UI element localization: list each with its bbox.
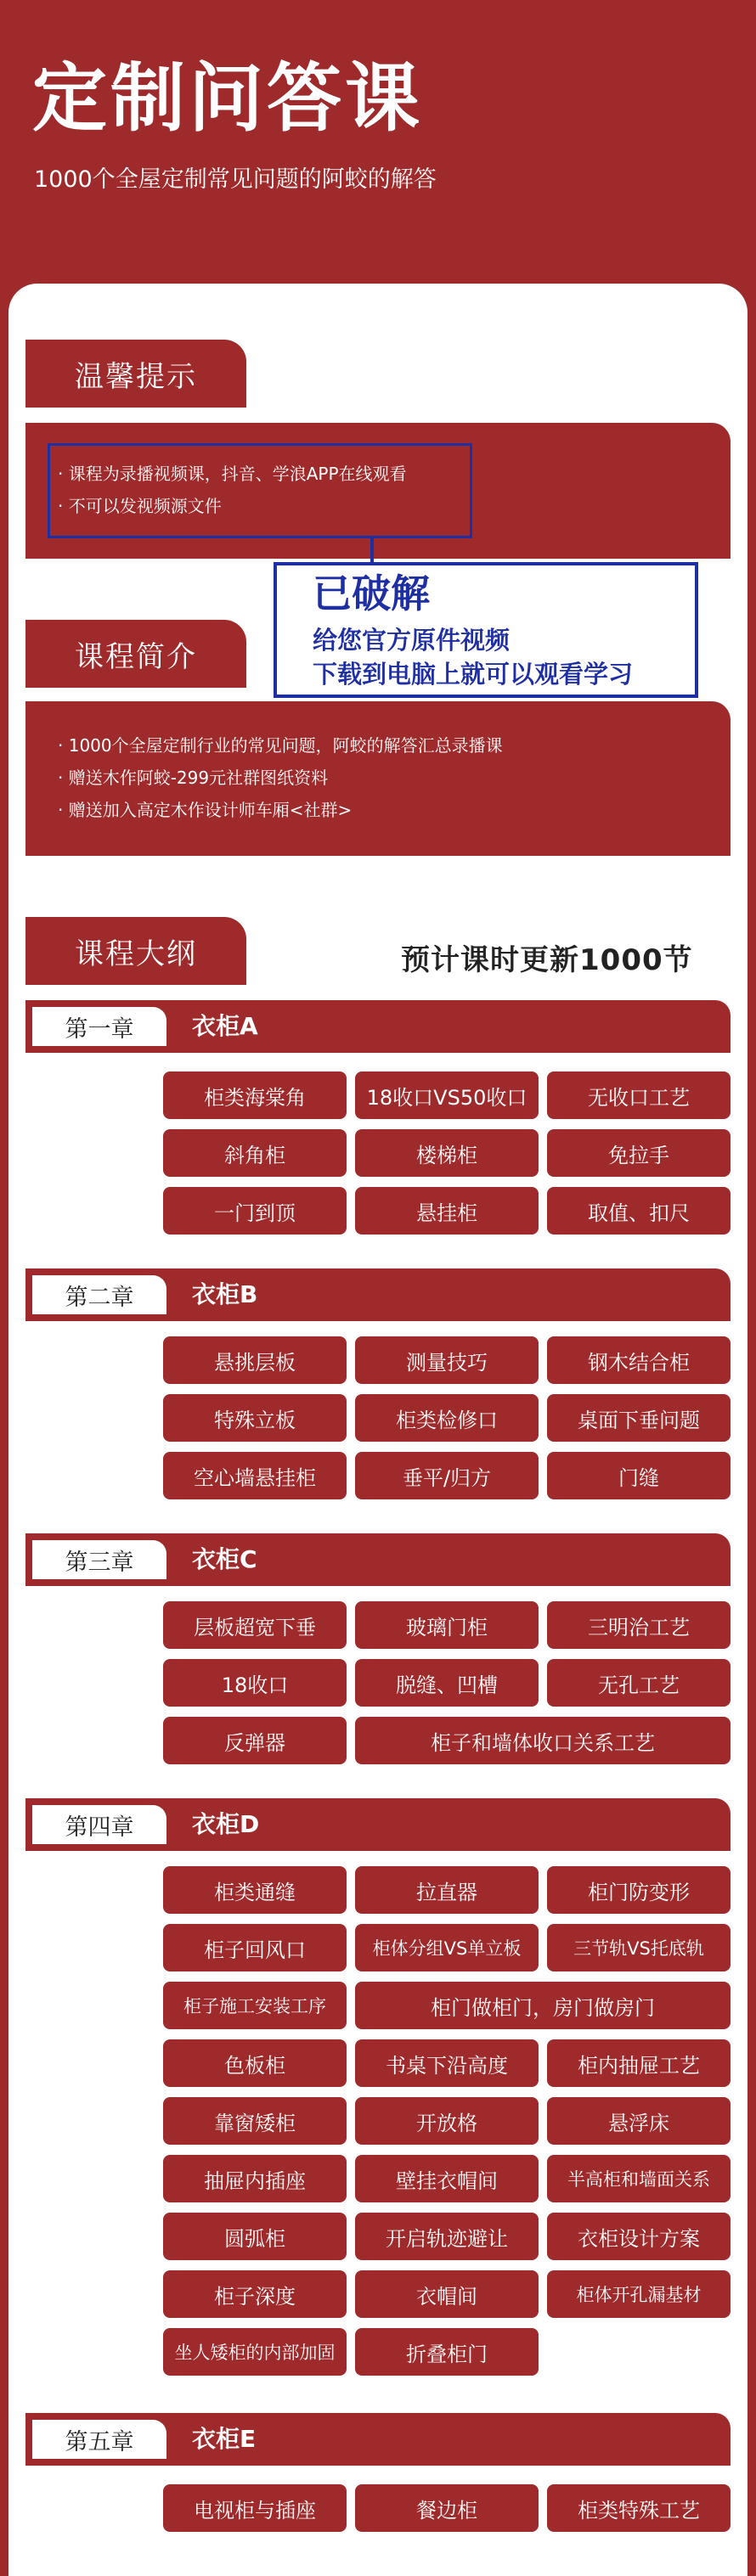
lesson-tag[interactable]: 柜门防变形 <box>547 1866 731 1914</box>
lesson-tag[interactable]: 柜子施工安装工序 <box>163 1982 347 2029</box>
lesson-tag[interactable]: 壁挂衣帽间 <box>355 2155 539 2202</box>
lesson-tag[interactable]: 坐人矮柜的内部加固 <box>163 2328 347 2376</box>
chapter-label: 第一章 <box>32 1007 166 1046</box>
lesson-tag[interactable]: 柜类检修口 <box>355 1394 539 1442</box>
chapter-label: 第五章 <box>32 2420 166 2459</box>
chapter-bar-4 <box>25 1798 731 1851</box>
lesson-tag[interactable]: 门缝 <box>547 1452 731 1499</box>
page-subtitle: 1000个全屋定制常见问题的阿蛟的解答 <box>34 166 437 193</box>
lesson-tag[interactable]: 脱缝、凹槽 <box>355 1659 539 1707</box>
chapter-bar-3 <box>25 1533 731 1586</box>
tips-line-2: · 不可以发视频源文件 <box>58 496 222 516</box>
lesson-tag[interactable]: 柜类特殊工艺 <box>547 2484 731 2532</box>
cracked-line-1: 给您官方原件视频 <box>313 626 511 655</box>
lesson-tag[interactable]: 开放格 <box>355 2097 539 2145</box>
lesson-tag[interactable]: 柜类通缝 <box>163 1866 347 1914</box>
lesson-tag[interactable]: 餐边柜 <box>355 2484 539 2532</box>
lesson-tag[interactable]: 柜内抽屉工艺 <box>547 2039 731 2087</box>
lesson-tag[interactable]: 三明治工艺 <box>547 1601 731 1649</box>
intro-box <box>25 701 731 856</box>
lesson-tag[interactable]: 层板超宽下垂 <box>163 1601 347 1649</box>
lesson-tag[interactable]: 玻璃门柜 <box>355 1601 539 1649</box>
cracked-notice <box>274 562 698 698</box>
lesson-tag[interactable]: 折叠柜门 <box>355 2328 539 2376</box>
lesson-tag[interactable]: 无孔工艺 <box>547 1659 731 1707</box>
lesson-tag[interactable]: 衣柜设计方案 <box>547 2213 731 2260</box>
tips-highlight-frame <box>48 443 472 538</box>
update-note: 预计课时更新1000节 <box>401 943 693 977</box>
intro-line-1: · 1000个全屋定制行业的常见问题，阿蛟的解答汇总录播课 <box>58 735 503 756</box>
lesson-tag[interactable]: 三节轨VS托底轨 <box>547 1924 731 1971</box>
lesson-tag[interactable]: 半高柜和墙面关系 <box>547 2155 731 2202</box>
lesson-tag[interactable]: 斜角柜 <box>163 1129 347 1177</box>
chapter-name: 衣柜A <box>192 1012 258 1040</box>
outline-heading: 课程大纲 <box>25 917 246 985</box>
lesson-tag[interactable]: 悬挑层板 <box>163 1336 347 1384</box>
lesson-tag[interactable]: 柜子深度 <box>163 2270 347 2318</box>
lesson-tag[interactable]: 色板柜 <box>163 2039 347 2087</box>
lesson-tag[interactable]: 柜体分组VS单立板 <box>355 1924 539 1971</box>
intro-line-3: · 赠送加入高定木作设计师车厢<社群> <box>58 800 353 820</box>
chapter-name: 衣柜B <box>192 1280 258 1308</box>
lesson-tag[interactable]: 柜门做柜门，房门做房门 <box>355 1982 731 2029</box>
intro-line-2: · 赠送木作阿蛟-299元社群图纸资料 <box>58 768 329 788</box>
chapter-label: 第四章 <box>32 1805 166 1844</box>
lesson-tag[interactable]: 特殊立板 <box>163 1394 347 1442</box>
lesson-tag[interactable]: 取值、扣尺 <box>547 1187 731 1235</box>
lesson-tag[interactable]: 悬挂柜 <box>355 1187 539 1235</box>
lesson-tag[interactable]: 无收口工艺 <box>547 1071 731 1119</box>
tips-line-1: · 课程为录播视频课，抖音、学浪APP在线观看 <box>58 464 407 484</box>
lesson-tag[interactable]: 18收口VS50收口 <box>355 1071 539 1119</box>
lesson-tag[interactable]: 悬浮床 <box>547 2097 731 2145</box>
lesson-tag[interactable]: 18收口 <box>163 1659 347 1707</box>
lesson-tag[interactable]: 圆弧柜 <box>163 2213 347 2260</box>
lesson-tag[interactable]: 钢木结合柜 <box>547 1336 731 1384</box>
lesson-tag[interactable]: 免拉手 <box>547 1129 731 1177</box>
page-title: 定制问答课 <box>32 54 424 142</box>
chapter-bar-2 <box>25 1268 731 1321</box>
lesson-tag[interactable]: 柜体开孔漏基材 <box>547 2270 731 2318</box>
header-banner <box>0 0 756 289</box>
lesson-tag[interactable]: 垂平/归方 <box>355 1452 539 1499</box>
chapter-label: 第三章 <box>32 1540 166 1579</box>
chapter-name: 衣柜E <box>192 2425 257 2453</box>
annotation-connector <box>370 537 374 565</box>
lesson-tag[interactable]: 开启轨迹避让 <box>355 2213 539 2260</box>
lesson-tag[interactable]: 柜子和墙体收口关系工艺 <box>355 1717 731 1764</box>
lesson-tag[interactable]: 空心墙悬挂柜 <box>163 1452 347 1499</box>
lesson-tag[interactable]: 衣帽间 <box>355 2270 539 2318</box>
lesson-tag[interactable]: 柜子回风口 <box>163 1924 347 1971</box>
chapter-bar-5 <box>25 2413 731 2466</box>
lesson-tag[interactable]: 一门到顶 <box>163 1187 347 1235</box>
lesson-tag[interactable]: 测量技巧 <box>355 1336 539 1384</box>
intro-heading: 课程简介 <box>25 620 246 688</box>
lesson-tag[interactable]: 拉直器 <box>355 1866 539 1914</box>
lesson-tag[interactable]: 桌面下垂问题 <box>547 1394 731 1442</box>
lesson-tag[interactable]: 书桌下沿高度 <box>355 2039 539 2087</box>
chapter-name: 衣柜D <box>192 1810 260 1838</box>
chapter-bar-1 <box>25 1000 731 1053</box>
tips-heading: 温馨提示 <box>25 340 246 408</box>
lesson-tag[interactable]: 楼梯柜 <box>355 1129 539 1177</box>
chapter-label: 第二章 <box>32 1275 166 1314</box>
lesson-tag[interactable]: 靠窗矮柜 <box>163 2097 347 2145</box>
cracked-title: 已破解 <box>313 571 430 616</box>
cracked-line-2: 下载到电脑上就可以观看学习 <box>313 660 634 689</box>
chapter-name: 衣柜C <box>192 1545 257 1573</box>
lesson-tag[interactable]: 柜类海棠角 <box>163 1071 347 1119</box>
lesson-tag[interactable]: 反弹器 <box>163 1717 347 1764</box>
lesson-tag[interactable]: 电视柜与插座 <box>163 2484 347 2532</box>
lesson-tag[interactable]: 抽屉内插座 <box>163 2155 347 2202</box>
